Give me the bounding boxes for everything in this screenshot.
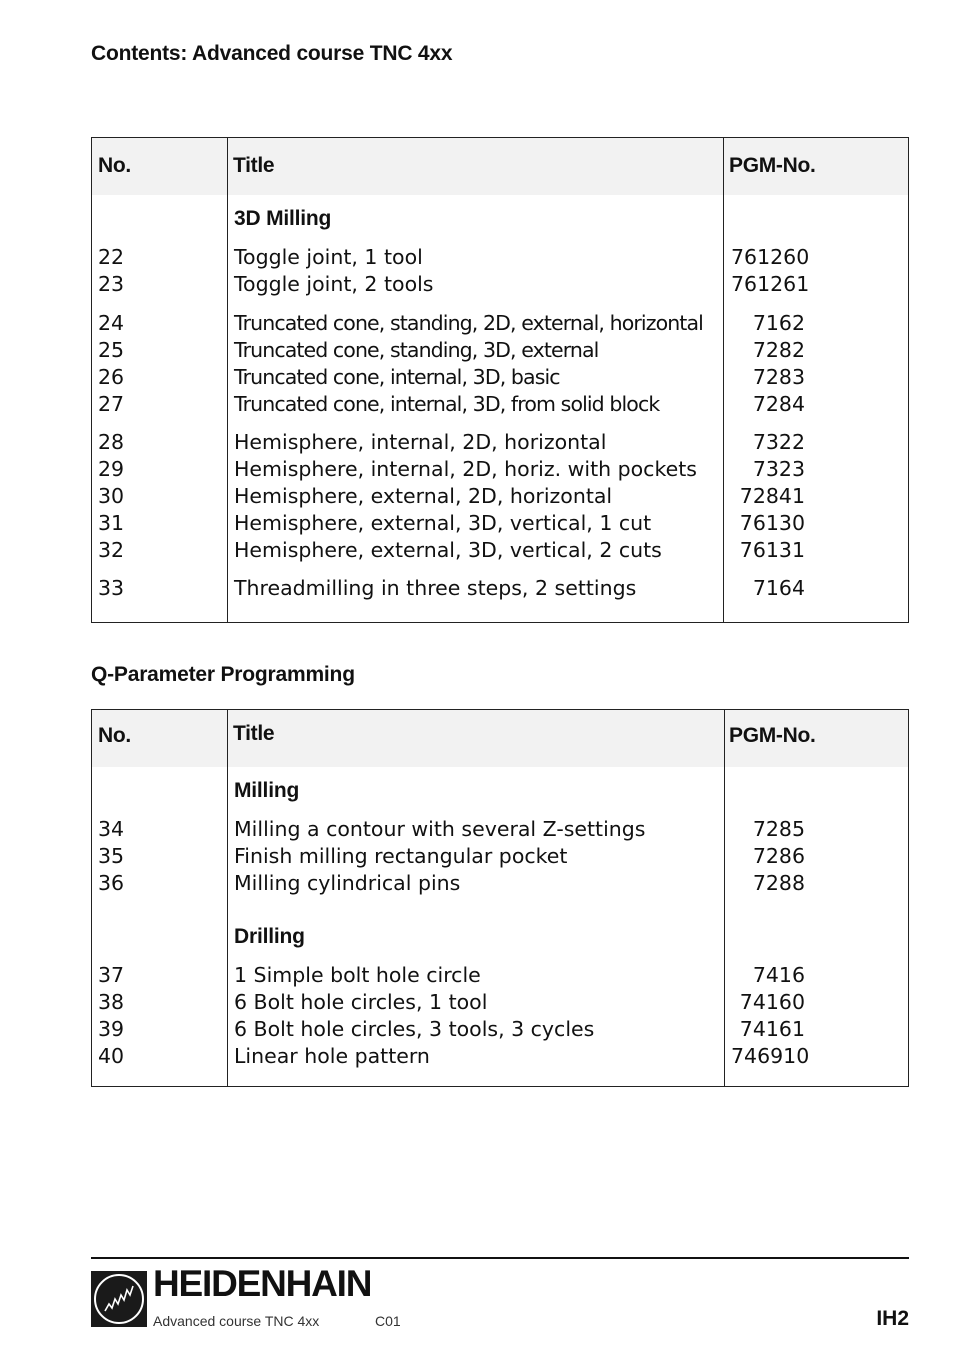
row-title: Finish milling rectangular pocket <box>234 844 568 868</box>
table-row <box>92 271 908 298</box>
row-no: 30 <box>98 484 125 508</box>
contents-table-3d-milling <box>91 137 909 623</box>
row-pgm-no: 7416 <box>752 963 805 987</box>
row-title: Hemisphere, external, 3D, vertical, 2 cuts <box>234 538 662 562</box>
brand-name: HEIDENHAIN <box>153 1263 372 1304</box>
row-pgm-no: 7162 <box>752 311 805 335</box>
row-title: Toggle joint, 2 tools <box>234 272 434 296</box>
row-title: 1 Simple bolt hole circle <box>234 963 481 987</box>
table-row <box>92 1043 908 1070</box>
table-row <box>92 429 908 456</box>
row-pgm-no: 7322 <box>752 430 805 454</box>
row-pgm-no: 761260 <box>731 245 810 269</box>
row-pgm-no: 7284 <box>752 392 805 416</box>
group-heading-milling: Milling <box>234 779 300 802</box>
table-row <box>92 870 908 897</box>
header-pgm-no: PGM-No. <box>729 724 816 747</box>
row-pgm-no: 7286 <box>752 844 805 868</box>
row-no: 23 <box>98 272 125 296</box>
table-row <box>92 989 908 1016</box>
section-heading-q-parameter: Q-Parameter Programming <box>91 663 355 686</box>
row-no: 40 <box>98 1044 125 1068</box>
row-pgm-no: 761261 <box>731 272 810 296</box>
row-title: Milling cylindrical pins <box>234 871 461 895</box>
row-no: 25 <box>98 338 125 362</box>
row-title: Toggle joint, 1 tool <box>234 245 423 269</box>
row-no: 24 <box>98 311 125 335</box>
row-pgm-no: 72841 <box>739 484 805 508</box>
row-no: 29 <box>98 457 125 481</box>
row-pgm-no: 7288 <box>752 871 805 895</box>
header-pgm-no: PGM-No. <box>729 154 816 177</box>
header-title: Title <box>233 154 275 177</box>
footer-divider <box>91 1257 909 1259</box>
row-no: 26 <box>98 365 125 389</box>
row-no: 39 <box>98 1017 125 1041</box>
row-no: 38 <box>98 990 125 1014</box>
table-row <box>92 310 908 337</box>
table-row <box>92 483 908 510</box>
table-row <box>92 456 908 483</box>
header-no: No. <box>98 154 131 177</box>
page-title: Contents: Advanced course TNC 4xx <box>91 42 453 65</box>
row-no: 22 <box>98 245 125 269</box>
table-row <box>92 816 908 843</box>
table-row <box>92 537 908 564</box>
heidenhain-logo-icon <box>91 1271 147 1327</box>
row-title: Truncated cone, standing, 2D, external, horizontal <box>234 311 703 335</box>
row-no: 33 <box>98 576 125 600</box>
row-pgm-no: 746910 <box>731 1044 810 1068</box>
row-title: Threadmilling in three steps, 2 settings <box>234 576 637 600</box>
header-title: Title <box>233 722 275 745</box>
row-pgm-no: 7323 <box>752 457 805 481</box>
row-title: Truncated cone, internal, 3D, from solid block <box>234 392 660 416</box>
page-number: IH2 <box>876 1307 909 1330</box>
header-no: No. <box>98 724 131 747</box>
row-no: 36 <box>98 871 125 895</box>
row-no: 32 <box>98 538 125 562</box>
row-no: 27 <box>98 392 125 416</box>
row-pgm-no: 74160 <box>739 990 805 1014</box>
table-row <box>92 364 908 391</box>
document-code: C01 <box>375 1313 401 1329</box>
row-title: Hemisphere, internal, 2D, horizontal <box>234 430 607 454</box>
row-pgm-no: 76131 <box>739 538 805 562</box>
table-row <box>92 962 908 989</box>
table-row <box>92 1016 908 1043</box>
table-row <box>92 337 908 364</box>
row-pgm-no: 7285 <box>752 817 805 841</box>
table-row <box>92 244 908 271</box>
table-row <box>92 575 908 602</box>
row-title: Milling a contour with several Z-settings <box>234 817 646 841</box>
row-no: 37 <box>98 963 125 987</box>
group-heading-3d-milling: 3D Milling <box>234 207 332 230</box>
row-title: 6 Bolt hole circles, 3 tools, 3 cycles <box>234 1017 595 1041</box>
row-pgm-no: 7164 <box>752 576 805 600</box>
contents-table-q-parameter <box>91 709 909 1087</box>
row-pgm-no: 7283 <box>752 365 805 389</box>
row-title: Truncated cone, standing, 3D, external <box>234 338 599 362</box>
row-title: Hemisphere, external, 2D, horizontal <box>234 484 613 508</box>
row-no: 28 <box>98 430 125 454</box>
row-no: 31 <box>98 511 125 535</box>
table-row <box>92 510 908 537</box>
row-title: Truncated cone, internal, 3D, basic <box>234 365 560 389</box>
group-heading-drilling: Drilling <box>234 925 305 948</box>
row-pgm-no: 7282 <box>752 338 805 362</box>
row-title: Hemisphere, external, 3D, vertical, 1 cut <box>234 511 652 535</box>
row-title: 6 Bolt hole circles, 1 tool <box>234 990 488 1014</box>
row-title: Linear hole pattern <box>234 1044 430 1068</box>
row-title: Hemisphere, internal, 2D, horiz. with pockets <box>234 457 697 481</box>
row-pgm-no: 74161 <box>739 1017 805 1041</box>
row-no: 35 <box>98 844 125 868</box>
row-no: 34 <box>98 817 125 841</box>
row-pgm-no: 76130 <box>739 511 805 535</box>
table-row <box>92 843 908 870</box>
table-row <box>92 391 908 418</box>
course-name: Advanced course TNC 4xx <box>153 1313 320 1329</box>
